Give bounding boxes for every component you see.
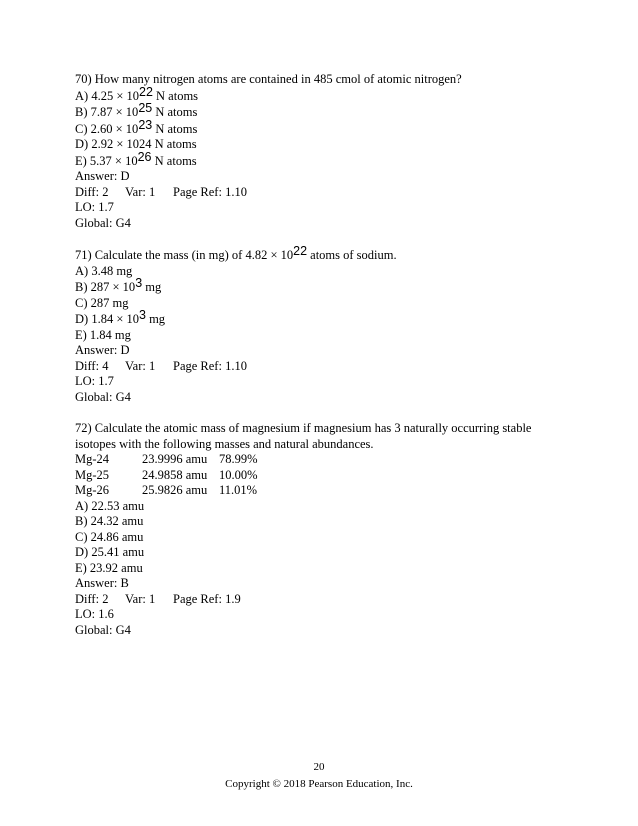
isotope-abundance: 10.00% [219,467,258,482]
option-b: B) 24.32 amu [75,514,144,528]
isotope-name: Mg-26 [75,483,110,497]
option-b: B) 287 × 103 mg [75,276,162,294]
question-72 [75,421,565,638]
option-c: C) 24.86 amu [75,529,144,544]
option-e: E) 1.84 mg [75,327,131,342]
diff: Diff: 4 [75,358,109,373]
global: Global: G4 [75,215,131,230]
answer: Answer: D [75,343,130,357]
learning-objective: LO: 1.7 [75,374,114,388]
page-ref: Page Ref: 1.9 [173,591,241,606]
var: Var: 1 [125,184,156,199]
option-d: D) 2.92 × 1024 N atoms [75,137,197,151]
page-number: 20 [313,761,325,773]
isotope-abundance: 11.01% [219,483,258,497]
meta-row [75,592,565,608]
option-d: D) 1.84 × 103 mg [75,308,166,326]
global: Global: G4 [75,622,131,637]
diff: Diff: 2 [75,591,109,606]
diff: Diff: 2 [75,184,109,199]
learning-objective: LO: 1.7 [75,200,114,214]
exponent: 25 [138,101,153,115]
option-e: E) 23.92 amu [75,560,143,575]
answer: Answer: B [75,576,129,590]
option-e: E) 5.37 × 1026 N atoms [75,149,197,168]
var: Var: 1 [125,591,156,606]
option-d: D) 25.41 amu [75,545,145,559]
isotope-row [75,452,565,468]
isotope-name: Mg-24 [75,452,110,466]
exponent: 3 [139,308,146,322]
question-70 [75,72,565,231]
option-a: A) 22.53 amu [75,498,145,513]
global: Global: G4 [75,389,131,404]
learning-objective: LO: 1.6 [75,607,114,621]
meta-row [75,185,565,201]
option-a: A) 4.25 × 1022 N atoms [75,84,199,103]
page-ref: Page Ref: 1.10 [173,184,247,199]
isotope-abundance: 78.99% [219,452,258,466]
question-71 [75,244,565,405]
exponent: 22 [293,244,308,258]
spacer [75,405,565,421]
question-content [75,72,565,638]
question-text: 70) How many nitrogen atoms are contained in 485 cmol of atomic nitrogen? [75,72,462,86]
var: Var: 1 [125,358,156,373]
option-c: C) 2.60 × 1023 N atoms [75,117,198,136]
question-text: 71) Calculate the mass (in mg) of 4.82 × 1022 atoms of sodium. [75,244,397,262]
exponent: 3 [135,276,143,290]
isotope-mass: 23.9996 amu [142,452,208,466]
isotope-row [75,468,565,484]
exponent: 26 [137,149,152,164]
copyright-notice: Copyright © 2018 Pearson Education, Inc. [225,778,413,790]
isotope-mass: 24.9858 amu [142,467,208,482]
answer: Answer: D [75,169,130,183]
isotope-name: Mg-25 [75,467,110,482]
spacer [75,231,565,247]
isotope-row [75,483,565,499]
exponent: 23 [138,117,153,132]
meta-row [75,359,565,375]
page-ref: Page Ref: 1.10 [173,358,247,373]
question-text: 72) Calculate the atomic mass of magnesium if magnesium has 3 naturally occurring stable isotopes with the following masses and natural abundances. [75,421,532,451]
option-a: A) 3.48 mg [75,263,133,278]
option-c: C) 287 mg [75,295,129,310]
isotope-mass: 25.9826 amu [142,483,208,497]
option-b: B) 7.87 × 1025 N atoms [75,101,198,119]
exponent: 22 [139,84,153,99]
